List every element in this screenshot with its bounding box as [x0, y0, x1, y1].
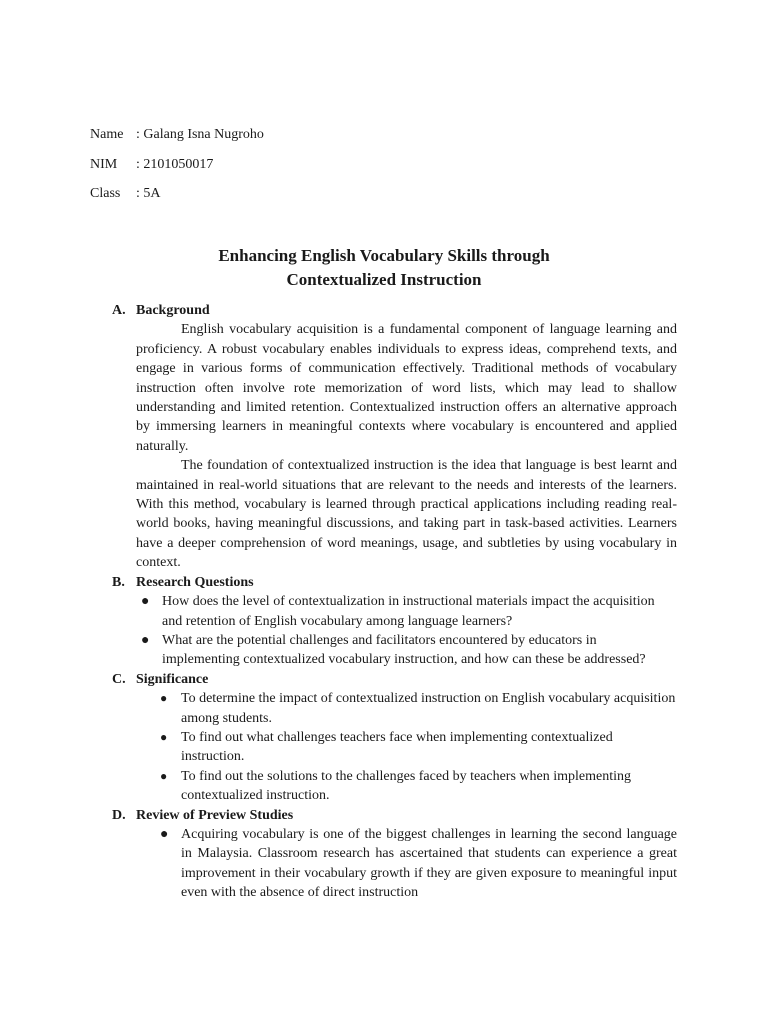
- list-item-text: What are the potential challenges and facilitators encountered by educators in implementing contextualized vocabulary instruction, and how can these be addressed?: [162, 632, 646, 668]
- section-heading-background: [0, 301, 768, 320]
- list-item: [141, 631, 662, 670]
- bullet-icon: ●: [160, 826, 169, 842]
- nim-value: : 2101050017: [136, 156, 214, 172]
- section-heading-review: [0, 806, 768, 825]
- list-item-text: Acquiring vocabulary is one of the biggest challenges in learning the second language in Malaysia. Classroom research has ascertained that students can experience a great improvement in their vocabulary growth if they are given exposure to meaningful input even with the absence of direct instruction: [181, 826, 677, 901]
- bullet-icon: ●: [160, 768, 168, 783]
- class-value: : 5A: [136, 186, 161, 201]
- background-paragraph-2: The foundation of contextualized instruction is the idea that language is best learnt and maintained in real-world situations that are relevant to the needs and interests of the learners. With this method, vocabulary is learned through practical applications including reading real-world books, having meaningful discussions, and taking part in task-based activities. Learners have a deeper comprehension of word meanings, usage, and subtleties by using vocabulary in context.: [136, 458, 677, 571]
- section-title: Research Questions: [136, 574, 254, 590]
- section-letter: A.: [112, 303, 126, 318]
- title-line-2: Contextualized Instruction: [286, 270, 482, 289]
- list-item: [160, 767, 676, 806]
- list-item-text: To find out what challenges teachers face when implementing contextualized instruction.: [181, 729, 613, 765]
- bullet-icon: ●: [160, 729, 168, 744]
- section-heading-significance: [0, 670, 768, 689]
- section-letter: C.: [112, 671, 126, 687]
- section-letter: D.: [112, 807, 126, 823]
- title-line-1: Enhancing English Vocabulary Skills through: [218, 246, 550, 265]
- background-paragraph-1: English vocabulary acquisition is a fundamental component of language learning and proficiency. A robust vocabulary enables individuals to express ideas, comprehend texts, and engage in various forms of communication effectively. Traditional methods of vocabulary instruction often involve rote memorization of word lists, which may lead to shallow understanding and limited retention. Contextualized instruction offers an alternative approach by immersing learners in meaningful contexts where vocabulary is encountered and applied naturally.: [136, 322, 677, 454]
- list-item-text: To find out the solutions to the challenges faced by teachers when implementing contextualized instruction.: [181, 768, 632, 804]
- list-item: [160, 728, 676, 767]
- list-item: [141, 592, 662, 631]
- section-title: Review of Preview Studies: [136, 807, 294, 823]
- bullet-icon: ●: [160, 691, 168, 706]
- research-questions-list: [0, 592, 768, 670]
- section-letter: B.: [112, 574, 125, 590]
- nim-label: NIM: [90, 156, 118, 172]
- student-info: [90, 125, 264, 214]
- name-row: [90, 125, 264, 155]
- class-label: Class: [90, 186, 121, 201]
- document-body: [0, 301, 768, 903]
- review-list: [0, 825, 768, 903]
- significance-list: [0, 689, 768, 805]
- document-title: [0, 244, 768, 292]
- list-item: [160, 689, 676, 728]
- name-label: Name: [90, 127, 124, 142]
- section-title: Significance: [136, 671, 209, 687]
- section-title: Background: [136, 303, 210, 318]
- bullet-icon: ●: [141, 594, 150, 610]
- section-heading-research-questions: [0, 573, 768, 592]
- bullet-icon: ●: [141, 632, 150, 648]
- class-row: [90, 184, 264, 214]
- nim-row: [90, 155, 264, 185]
- list-item-text: How does the level of contextualization in instructional materials impact the acquisition and retention of English vocabulary among language learners?: [162, 594, 655, 629]
- name-value: : Galang Isna Nugroho: [136, 127, 264, 142]
- list-item-text: To determine the impact of contextualized instruction on English vocabulary acquisition among students.: [181, 691, 676, 726]
- list-item: [160, 825, 677, 903]
